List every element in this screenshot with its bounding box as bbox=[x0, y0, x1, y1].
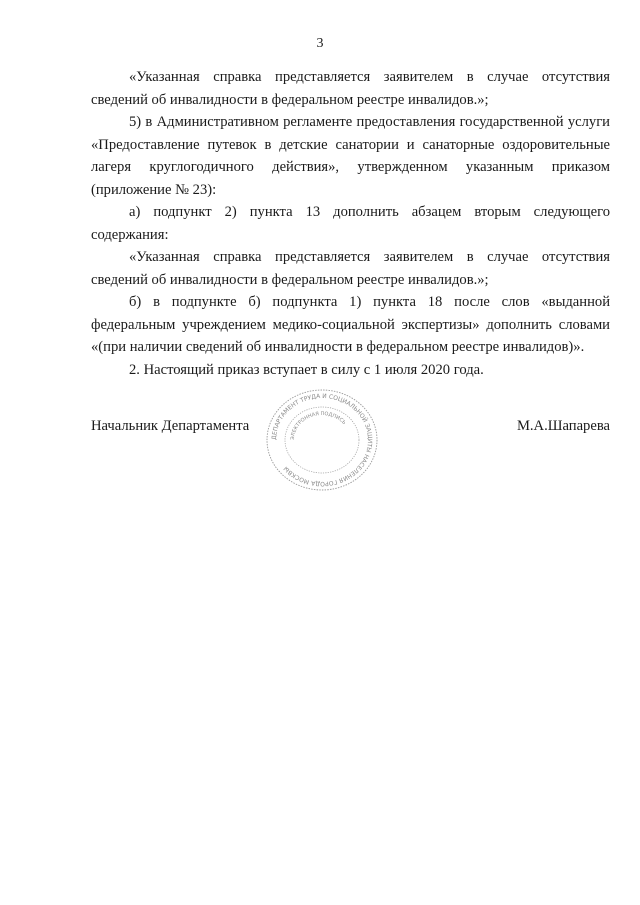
stamp-outer-text: ДЕПАРТАМЕНТ ТРУДА И СОЦИАЛЬНОЙ ЗАЩИТЫ НАСЕЛЕНИЯ ГОРОДА МОСКВЫ bbox=[270, 392, 374, 488]
paragraph-2: 5) в Административном регламенте предоставления государственной услуги «Предоставление путевок в детские санатории и санаторные оздоровительные лагеря круглогодичного действия», утвержденном указанным приказом (приложение № 23): bbox=[91, 114, 610, 198]
official-stamp bbox=[263, 388, 381, 492]
svg-text:ДЕПАРТАМЕНТ ТРУДА И СОЦИАЛЬНОЙ bbox=[271, 393, 373, 487]
signer-title: Начальник Департамента bbox=[91, 418, 250, 434]
document-body bbox=[91, 66, 610, 381]
paragraph-1: «Указанная справка представляется заявителем в случае отсутствия сведений об инвалидности в федеральном реестре инвалидов.»; bbox=[91, 69, 610, 108]
signer-name: М.А.Шапарева bbox=[516, 418, 610, 434]
paragraph-4: «Указанная справка представляется заявителем в случае отсутствия сведений об инвалидности в федеральном реестре инвалидов.»; bbox=[91, 249, 610, 288]
svg-text:ЭЛЕКТРОННАЯ ПОДПИСЬ bbox=[290, 411, 347, 440]
stamp-outer-ring bbox=[267, 390, 377, 490]
page-number: 3 bbox=[316, 36, 324, 51]
paragraph-5: б) в подпункте б) подпункта 1) пункта 18 после слов «выданной федеральным учреждением медико-социальной экспертизы» дополнить словами «(при наличии сведений об инвалидности в федеральном реестре инвалидов)». bbox=[91, 294, 610, 355]
paragraph-6: 2. Настоящий приказ вступает в силу с 1 июля 2020 года. bbox=[129, 361, 484, 378]
stamp-inner-text: ЭЛЕКТРОННАЯ ПОДПИСЬ bbox=[289, 410, 347, 441]
paragraph-3: а) подпункт 2) пункта 13 дополнить абзацем вторым следующего содержания: bbox=[91, 204, 610, 243]
